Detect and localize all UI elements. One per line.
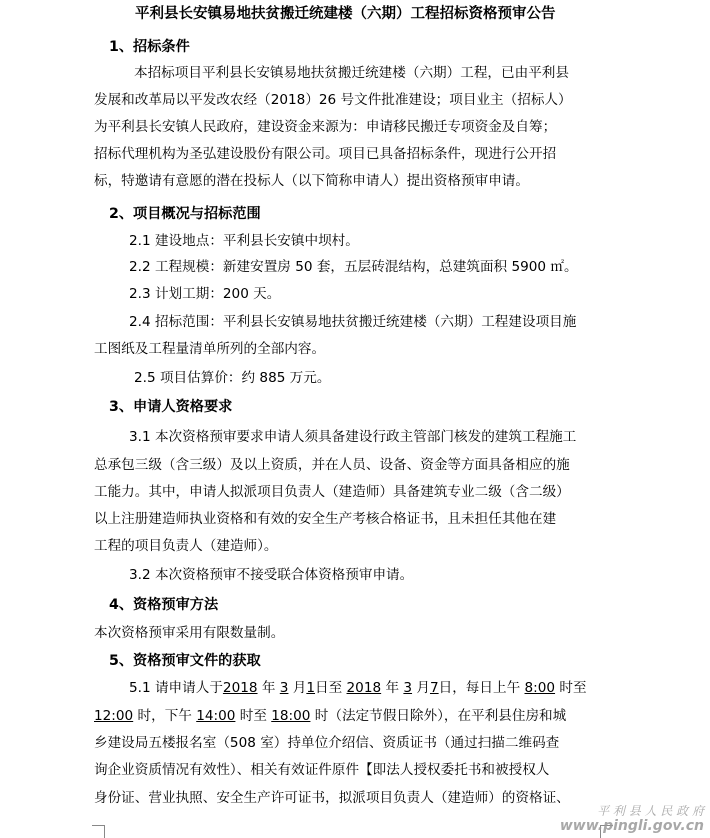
end-month: 3 <box>403 680 413 696</box>
item-5-1-line: 身份证、营业执照、安全生产许可证书，拟派项目负责人（建造师）的资格证、 <box>94 790 570 806</box>
watermark-line-1: 平 利 县 人 民 政 府 <box>597 804 704 818</box>
morning-start-time: 8:00 <box>524 680 556 696</box>
section-1-line: 招标代理机构为圣弘建设股份有限公司。项目已具备招标条件，现进行公开招 <box>94 146 557 162</box>
text-fragment: 日，每日上午 <box>438 680 525 696</box>
section-4-heading: 4、资格预审方法 <box>109 597 219 613</box>
end-day: 7 <box>429 680 439 696</box>
item-2-5: 2.5 项目估算价：约 885 万元。 <box>134 370 331 386</box>
item-5-1-line: 乡建设局五楼报名室（508 室）持单位介绍信、资质证书（通过扫描二维码查 <box>94 735 560 751</box>
site-watermark <box>560 804 704 834</box>
item-2-3: 2.3 计划工期：200 天。 <box>129 286 281 302</box>
section-1-line: 发展和改革局以平发改农经（2018）26 号文件批准建设；项目业主（招标人） <box>94 92 572 108</box>
morning-end-time: 12:00 <box>94 708 134 724</box>
start-day: 1 <box>306 680 316 696</box>
item-2-1: 2.1 建设地点：平利县长安镇中坝村。 <box>129 233 359 249</box>
text-fragment: 月 <box>412 680 430 696</box>
section-5-heading: 5、资格预审文件的获取 <box>109 653 261 669</box>
text-fragment: 月 <box>288 680 307 696</box>
page-corner-mark-left <box>92 825 105 838</box>
afternoon-end-time: 18:00 <box>271 708 311 724</box>
item-3-1-line: 以上注册建造师执业资格和有效的安全生产考核合格证书，且未担任其他在建 <box>94 511 557 527</box>
item-5-1-line <box>94 707 566 725</box>
section-1-line: 本招标项目平利县长安镇易地扶贫搬迁统建楼（六期）工程，已由平利县 <box>134 65 569 81</box>
afternoon-start-time: 14:00 <box>196 708 236 724</box>
text-fragment: 时（法定节假日除外），在平利县住房和城 <box>310 708 567 724</box>
text-fragment: 年 <box>381 680 404 696</box>
section-1-line: 为平利县长安镇人民政府，建设资金来源为：申请移民搬迁专项资金及自筹； <box>94 119 557 135</box>
item-2-4: 2.4 招标范围：平利县长安镇易地扶贫搬迁统建楼（六期）工程建设项目施 <box>129 314 577 330</box>
section-3-heading: 3、申请人资格要求 <box>109 399 233 415</box>
end-year: 2018 <box>346 680 382 696</box>
text-fragment: 时至 <box>235 708 272 724</box>
watermark-line-2: www.pingli.gov.cn <box>559 818 704 834</box>
item-3-1-line: 工能力。其中，申请人拟派项目负责人（建造师）具备建筑专业二级（含二级） <box>94 484 570 500</box>
start-month: 3 <box>279 680 289 696</box>
section-1-line: 标，特邀请有意愿的潜在投标人（以下简称申请人）提出资格预审申请。 <box>94 173 529 189</box>
item-2-4-continued: 工图纸及工程量清单所列的全部内容。 <box>94 341 326 357</box>
text-fragment: 5.1 请申请人于 <box>129 680 223 696</box>
document-title: 平利县长安镇易地扶贫搬迁统建楼（六期）工程招标资格预审公告 <box>135 6 556 22</box>
text-fragment: 时至 <box>555 680 587 696</box>
item-5-1-line <box>129 679 587 697</box>
item-2-2: 2.2 工程规模：新建安置房 50 套，五层砖混结构，总建筑面积 5900 ㎡。 <box>129 259 578 275</box>
section-2-heading: 2、项目概况与招标范围 <box>109 206 261 222</box>
start-year: 2018 <box>222 680 258 696</box>
text-fragment: 时，下午 <box>133 708 197 724</box>
item-5-1-line: 询企业资质情况有效性）、相关有效证件原件【即法人授权委托书和被授权人 <box>94 762 550 778</box>
section-4-text: 本次资格预审采用有限数量制。 <box>94 625 285 641</box>
text-fragment: 日至 <box>315 680 347 696</box>
item-3-2: 3.2 本次资格预审不接受联合体资格预审申请。 <box>129 567 414 583</box>
item-3-1-line: 总承包三级（含三级）及以上资质，并在人员、设备、资金等方面具备相应的施 <box>94 457 570 473</box>
item-3-1-line: 工程的项目负责人（建造师）。 <box>94 538 278 554</box>
item-3-1-line: 3.1 本次资格预审要求申请人须具备建设行政主管部门核发的建筑工程施工 <box>129 429 577 445</box>
text-fragment: 年 <box>257 680 280 696</box>
section-1-heading: 1、招标条件 <box>109 39 190 55</box>
